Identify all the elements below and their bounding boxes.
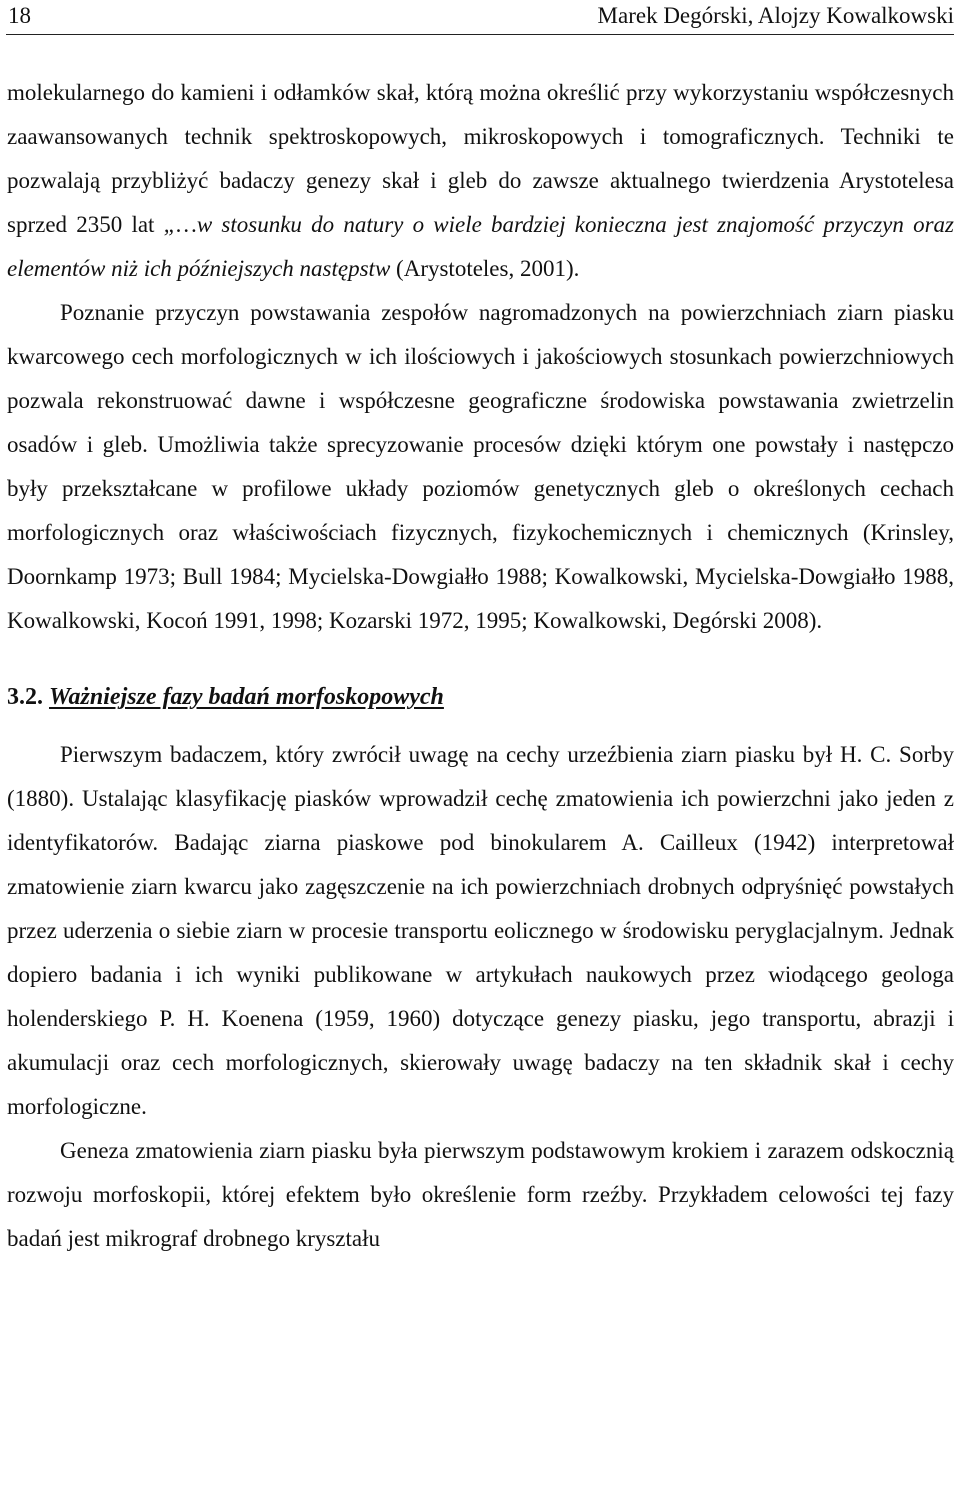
- section-heading: [7, 675, 954, 719]
- body-text: [7, 71, 954, 1261]
- section-number: 3.2.: [7, 684, 43, 710]
- section-title: Ważniejsze fazy badań morfoskopowych: [49, 684, 444, 710]
- page-number: 18: [8, 3, 31, 28]
- paragraph-text: molekularnego do kamieni i odłamków skał, którą można określić przy wykorzystaniu współczesnych zaawansowanych technik spektroskopowych, mikroskopowych i tomograficznych. Techniki te pozwalają przybliżyć badaczy genezy skał i gleb do zawsze aktualnego twierdzenia Arystotelesa sprzed 2350 lat: [7, 80, 954, 237]
- paragraph-genesis: Geneza zmatowienia ziarn piasku była pierwszym podstawowym krokiem i zarazem odskocznią rozwoju morfoskopii, której efektem było określenie form rzeźby. Przykładem celowości tej fazy badań jest mikrograf drobnego kryształu: [7, 1138, 954, 1251]
- paragraph-history: Pierwszym badaczem, który zwrócił uwagę na cechy urzeźbienia ziarn piasku był H. C. Sorby (1880). Ustalając klasyfikację piasków wprowadził cechę zmatowienia ich powierzchni jako jeden z identyfikatorów. Badając ziarna piaskowe pod binokularem A. Cailleux (1942) interpretował zmatowienie ziarn kwarcu jako zagęszczenie na ich powierzchniach drobnych odpryśnięć powstałych przez uderzenia o siebie ziarn w procesie transportu eolicznego w środowisku peryglacjalnym. Jednak dopiero badania i ich wyniki publikowane w artykułach naukowych przez wiodącego geologa holenderskiego P. H. Koenena (1959, 1960) dotyczące genezy piasku, jego transportu, abrazji i akumulacji oraz cech morfologicznych, skierowały uwagę badaczy na ten składnik skał i cechy morfologiczne.: [7, 742, 954, 1119]
- running-header-authors: Marek Degórski, Alojzy Kowalkowski: [597, 3, 954, 28]
- aristotle-citation: (Arystoteles, 2001).: [390, 256, 580, 281]
- paragraph-continuation: [7, 71, 954, 291]
- aristotle-quote: „…w stosunku do natury o wiele bardziej konieczna jest znajomość przyczyn oraz elementów niż ich późniejszych następstw: [7, 212, 955, 281]
- running-header: [6, 0, 954, 35]
- paragraph-morphology: Poznanie przyczyn powstawania zespołów nagromadzonych na powierzchniach ziarn piasku kwarcowego cech morfologicznych w ich ilościowych i jakościowych stosunkach powierzchniowych pozwala rekonstruować dawne i współczesne geograficzne środowiska powstawania zwietrzelin osadów i gleb. Umożliwia także sprecyzowanie procesów dzięki którym one powstały i następczo były przekształcane w profilowe układy poziomów genetycznych gleb o określonych cechach morfologicznych oraz właściwościach fizycznych, fizykochemicznych i chemicznych (Krinsley, Doornkamp 1973; Bull 1984; Mycielska-Dowgiałło 1988; Kowalkowski, Mycielska-Dowgiałło 1988, Kowalkowski, Kocoń 1991, 1998; Kozarski 1972, 1995; Kowalkowski, Degórski 2008).: [7, 300, 954, 633]
